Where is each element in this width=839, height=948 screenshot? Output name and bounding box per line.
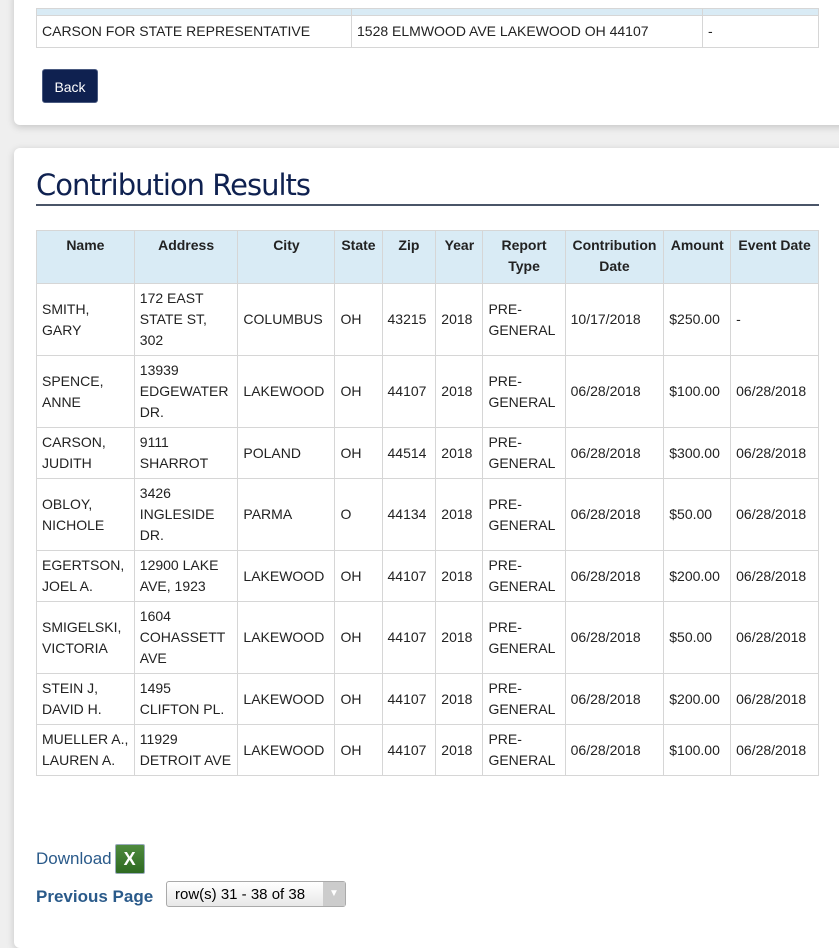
table-row bbox=[37, 356, 819, 428]
table-cell: PRE-GENERAL bbox=[483, 551, 565, 602]
table-cell: LAKEWOOD bbox=[238, 551, 335, 602]
table-cell: POLAND bbox=[238, 428, 335, 479]
table-cell: PRE-GENERAL bbox=[483, 428, 565, 479]
column-header: Report Type bbox=[483, 231, 565, 284]
table-cell: PRE-GENERAL bbox=[483, 674, 565, 725]
table-cell: 06/28/2018 bbox=[565, 674, 664, 725]
column-header: State bbox=[335, 231, 382, 284]
page-title: Contribution Results bbox=[36, 168, 819, 206]
excel-icon[interactable]: X bbox=[115, 844, 145, 874]
column-header: Year bbox=[436, 231, 483, 284]
table-cell: 44107 bbox=[382, 674, 436, 725]
column-header: Name bbox=[37, 231, 135, 284]
back-button[interactable]: Back bbox=[42, 69, 98, 103]
table-cell: LAKEWOOD bbox=[238, 356, 335, 428]
column-header: Address bbox=[134, 231, 238, 284]
table-cell: LAKEWOOD bbox=[238, 602, 335, 674]
column-header: Event Date bbox=[731, 231, 819, 284]
table-cell: 06/28/2018 bbox=[731, 602, 819, 674]
table-cell: LAKEWOOD bbox=[238, 674, 335, 725]
table-cell: $200.00 bbox=[664, 551, 731, 602]
table-cell: $50.00 bbox=[664, 479, 731, 551]
table-cell: 06/28/2018 bbox=[731, 551, 819, 602]
table-row bbox=[37, 479, 819, 551]
table-cell: 44134 bbox=[382, 479, 436, 551]
table-cell: 06/28/2018 bbox=[565, 479, 664, 551]
table-cell: OH bbox=[335, 551, 382, 602]
table-cell: 44514 bbox=[382, 428, 436, 479]
table-cell: $100.00 bbox=[664, 725, 731, 776]
committee-table bbox=[36, 8, 819, 48]
table-row bbox=[37, 674, 819, 725]
table-cell: LAKEWOOD bbox=[238, 725, 335, 776]
table-cell: 06/28/2018 bbox=[731, 725, 819, 776]
table-cell: 2018 bbox=[436, 674, 483, 725]
table-cell: CARSON, JUDITH bbox=[37, 428, 135, 479]
table-cell: 44107 bbox=[382, 602, 436, 674]
table-cell: $250.00 bbox=[664, 284, 731, 356]
table-cell: OBLOY, NICHOLE bbox=[37, 479, 135, 551]
table-cell: 2018 bbox=[436, 725, 483, 776]
chevron-down-icon[interactable]: ▼ bbox=[323, 882, 345, 906]
table-cell: 06/28/2018 bbox=[565, 428, 664, 479]
table-cell: PRE-GENERAL bbox=[483, 725, 565, 776]
column-header: Amount bbox=[664, 231, 731, 284]
table-cell: OH bbox=[335, 356, 382, 428]
table-row bbox=[37, 602, 819, 674]
table-cell: 44107 bbox=[382, 356, 436, 428]
table-cell: SMIGELSKI, VICTORIA bbox=[37, 602, 135, 674]
results-table bbox=[36, 230, 819, 776]
table-cell: COLUMBUS bbox=[238, 284, 335, 356]
table-cell: $50.00 bbox=[664, 602, 731, 674]
committee-name: CARSON FOR STATE REPRESENTATIVE bbox=[37, 16, 352, 48]
table-row bbox=[37, 284, 819, 356]
page-select[interactable] bbox=[166, 881, 346, 907]
table-cell: 2018 bbox=[436, 479, 483, 551]
download-label[interactable]: Download bbox=[36, 849, 112, 868]
column-header: Zip bbox=[382, 231, 436, 284]
table-cell: 06/28/2018 bbox=[565, 725, 664, 776]
table-cell: 1495 CLIFTON PL. bbox=[134, 674, 238, 725]
table-cell: - bbox=[731, 284, 819, 356]
table-cell: 12900 LAKE AVE, 1923 bbox=[134, 551, 238, 602]
table-cell: OH bbox=[335, 674, 382, 725]
table-cell: OH bbox=[335, 725, 382, 776]
table-cell: EGERTSON, JOEL A. bbox=[37, 551, 135, 602]
table-cell: O bbox=[335, 479, 382, 551]
table-cell: PRE-GENERAL bbox=[483, 284, 565, 356]
table-cell: 43215 bbox=[382, 284, 436, 356]
table-cell: STEIN J, DAVID H. bbox=[37, 674, 135, 725]
table-cell: 2018 bbox=[436, 602, 483, 674]
table-cell: 06/28/2018 bbox=[731, 479, 819, 551]
table-cell: 2018 bbox=[436, 428, 483, 479]
column-header: City bbox=[238, 231, 335, 284]
table-row bbox=[37, 16, 819, 48]
table-cell: 9111 SHARROT bbox=[134, 428, 238, 479]
table-row bbox=[37, 428, 819, 479]
table-cell: PRE-GENERAL bbox=[483, 356, 565, 428]
table-cell: PARMA bbox=[238, 479, 335, 551]
table-cell: 2018 bbox=[436, 284, 483, 356]
download-link[interactable] bbox=[36, 844, 145, 874]
table-cell: 3426 INGLESIDE DR. bbox=[134, 479, 238, 551]
table-cell: PRE-GENERAL bbox=[483, 602, 565, 674]
table-cell: 11929 DETROIT AVE bbox=[134, 725, 238, 776]
table-cell: OH bbox=[335, 602, 382, 674]
table-cell: $200.00 bbox=[664, 674, 731, 725]
table-cell: SMITH, GARY bbox=[37, 284, 135, 356]
table-cell: 06/28/2018 bbox=[565, 551, 664, 602]
table-cell: 2018 bbox=[436, 551, 483, 602]
table-cell: 06/28/2018 bbox=[565, 602, 664, 674]
table-cell: $100.00 bbox=[664, 356, 731, 428]
table-cell: 1604 COHASSETT AVE bbox=[134, 602, 238, 674]
table-cell: 13939 EDGEWATER DR. bbox=[134, 356, 238, 428]
table-cell: OH bbox=[335, 284, 382, 356]
previous-page-link[interactable]: Previous Page bbox=[36, 887, 154, 906]
table-cell: 44107 bbox=[382, 551, 436, 602]
table-row bbox=[37, 725, 819, 776]
table-cell: 06/28/2018 bbox=[731, 674, 819, 725]
table-row bbox=[37, 551, 819, 602]
table-cell: 10/17/2018 bbox=[565, 284, 664, 356]
table-cell: 44107 bbox=[382, 725, 436, 776]
results-card bbox=[14, 148, 839, 948]
committee-extra: - bbox=[703, 16, 819, 48]
committee-card bbox=[14, 0, 839, 125]
table-cell: 2018 bbox=[436, 356, 483, 428]
table-cell: MUELLER A., LAUREN A. bbox=[37, 725, 135, 776]
table-cell: 06/28/2018 bbox=[565, 356, 664, 428]
table-cell: OH bbox=[335, 428, 382, 479]
table-cell: PRE-GENERAL bbox=[483, 479, 565, 551]
table-cell: 06/28/2018 bbox=[731, 428, 819, 479]
table-cell: 06/28/2018 bbox=[731, 356, 819, 428]
table-cell: SPENCE, ANNE bbox=[37, 356, 135, 428]
table-cell: $300.00 bbox=[664, 428, 731, 479]
column-header: Contribution Date bbox=[565, 231, 664, 284]
committee-address: 1528 ELMWOOD AVE LAKEWOOD OH 44107 bbox=[352, 16, 703, 48]
table-cell: 172 EAST STATE ST, 302 bbox=[134, 284, 238, 356]
page-select-value: row(s) 31 - 38 of 38 bbox=[175, 886, 306, 903]
